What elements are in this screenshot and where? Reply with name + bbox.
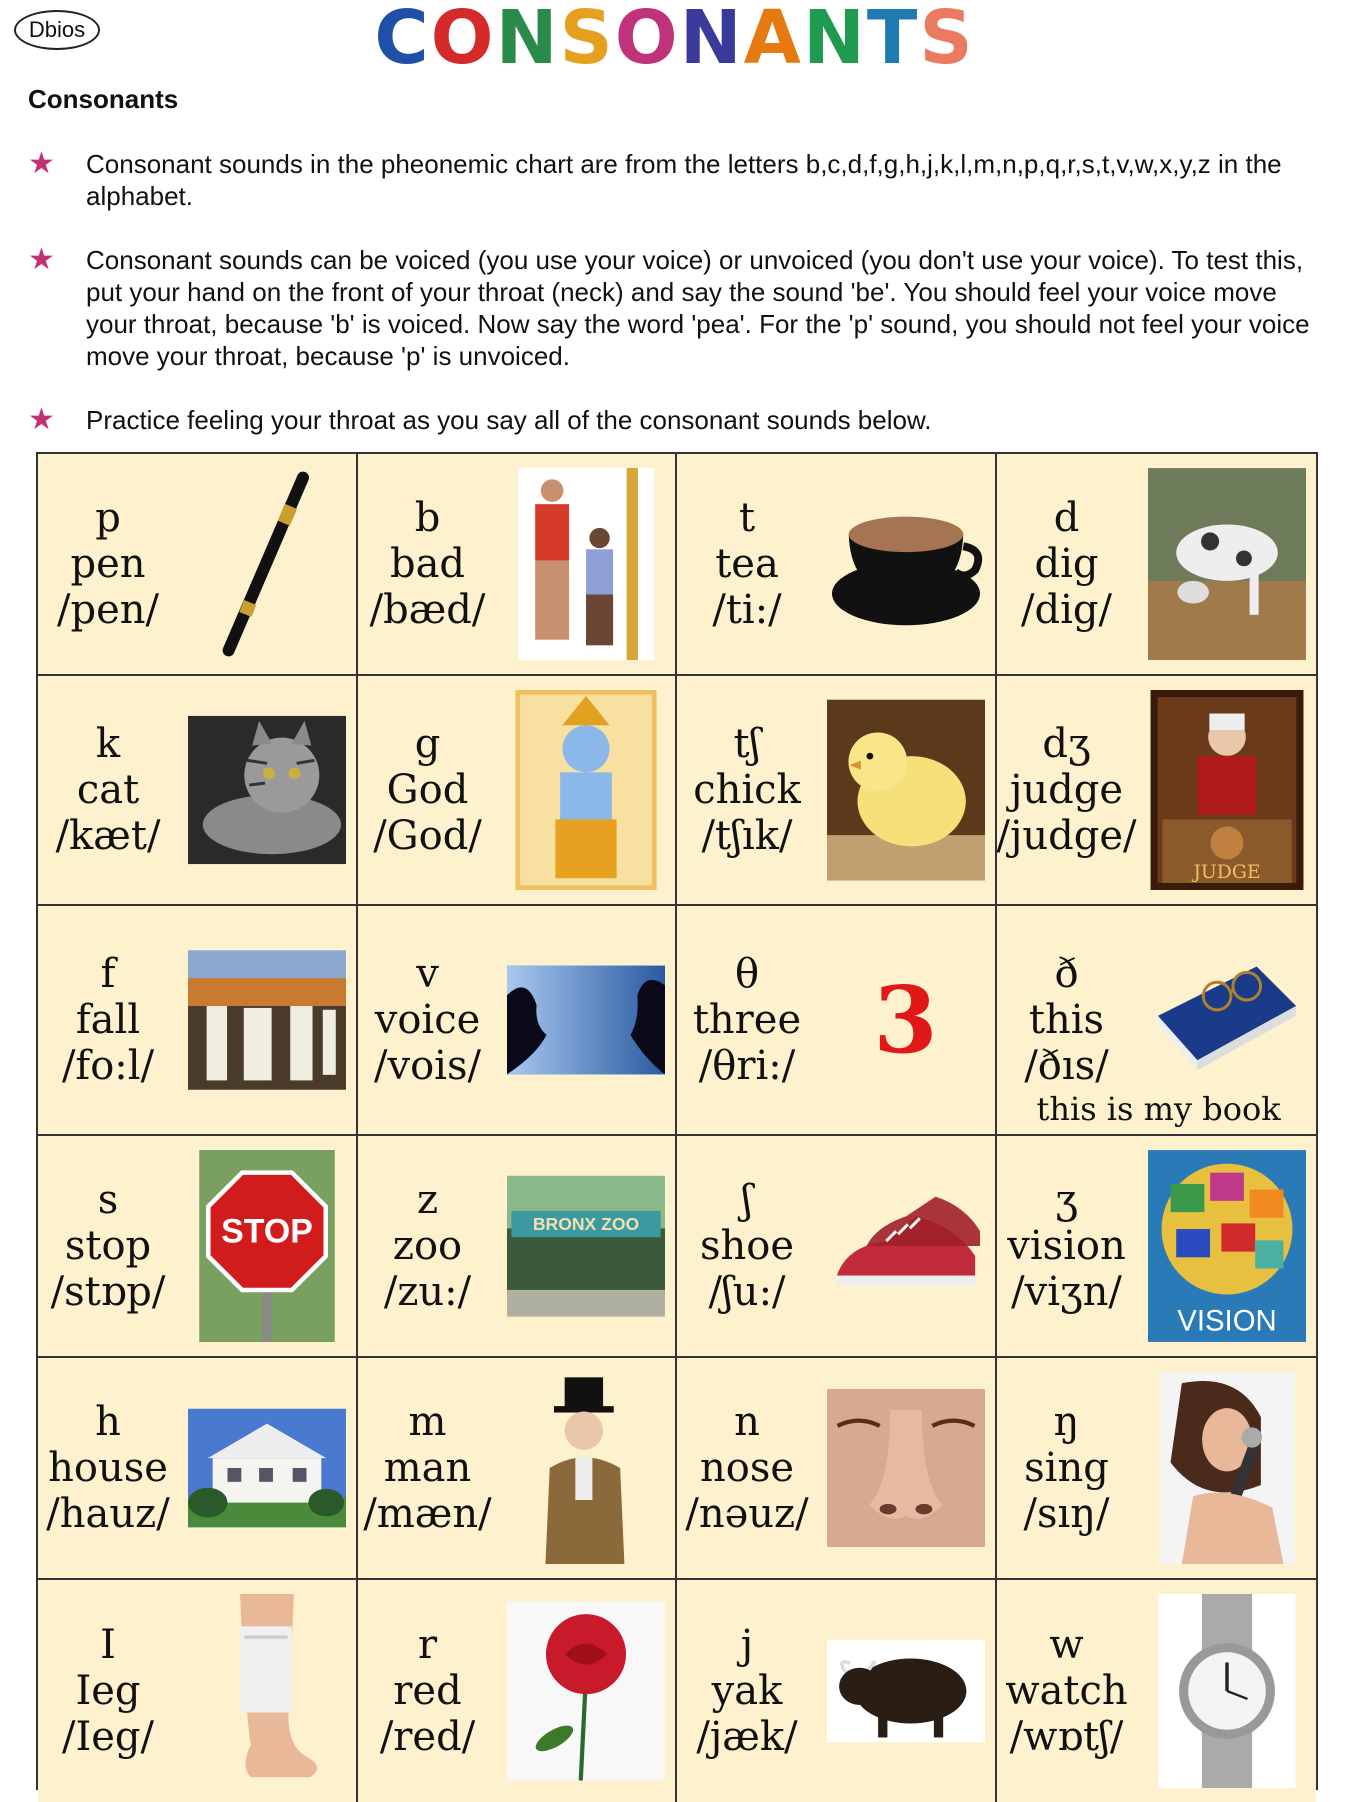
- consonant-symbol: g: [414, 721, 441, 767]
- consonant-word: bad: [389, 541, 466, 587]
- bullet-text: Practice feeling your throat as you say all of the consonant sounds below.: [86, 405, 932, 435]
- consonant-cell: [358, 906, 678, 1136]
- consonant-symbol: v: [416, 951, 439, 997]
- consonant-words: [997, 454, 1137, 674]
- consonant-words: [358, 1580, 498, 1802]
- consonant-ipa: /sıŋ/: [1023, 1491, 1110, 1537]
- wristwatch-icon: [1148, 1594, 1306, 1788]
- title-letter: S: [559, 0, 615, 81]
- page-title: [0, 0, 1349, 81]
- title-letter: S: [919, 0, 975, 81]
- consonant-symbol: n: [734, 1399, 760, 1445]
- title-letter: C: [374, 0, 431, 81]
- consonant-symbol: m: [408, 1399, 447, 1445]
- consonant-cell: [38, 1358, 358, 1580]
- consonant-words: [38, 906, 178, 1134]
- consonant-ipa: /ðıs/: [1024, 1043, 1109, 1089]
- consonant-words: [38, 1136, 178, 1356]
- consonant-symbol: I: [100, 1622, 116, 1668]
- consonant-cell: [358, 676, 678, 906]
- bullet-text: Consonant sounds can be voiced (you use your voice) or unvoiced (you don't use your voice). To test this, put your hand on the front of your throat (neck) and say the sound 'be'. You should feel your voice move your throat, because 'b' is voiced. Now say the word 'pea'. For the 'p' sound, you should not feel your voice move your throat, because 'p' is unvoiced.: [86, 245, 1310, 371]
- consonant-ipa: /ʃu:/: [708, 1269, 786, 1315]
- consonant-word: judge: [1009, 767, 1124, 813]
- bullet-item: [28, 404, 1318, 436]
- consonant-ipa: /judge/: [996, 813, 1137, 859]
- consonant-words: [677, 906, 817, 1134]
- consonant-symbol: ʃ: [741, 1177, 753, 1223]
- consonant-cell: [997, 1136, 1317, 1358]
- consonant-cell: [997, 906, 1317, 1136]
- nose-icon: [827, 1372, 985, 1564]
- consonant-word: chick: [693, 767, 801, 813]
- consonant-word: vision: [1007, 1223, 1126, 1269]
- consonant-word: zoo: [392, 1223, 463, 1269]
- consonant-ipa: /Ieg/: [61, 1714, 155, 1760]
- consonant-symbol: tʃ: [733, 721, 761, 767]
- consonant-words: [38, 1580, 178, 1802]
- consonant-words: [358, 1358, 498, 1578]
- consonant-symbol: z: [416, 1177, 439, 1223]
- title-letter: A: [743, 0, 803, 81]
- consonant-words: [677, 454, 817, 674]
- consonant-symbol: h: [95, 1399, 121, 1445]
- consonant-words: [677, 1136, 817, 1356]
- consonant-symbol: b: [414, 495, 441, 541]
- consonant-symbol: d: [1053, 495, 1080, 541]
- globe-collage-icon: [1148, 1150, 1306, 1342]
- consonant-symbol: f: [100, 951, 116, 997]
- star-icon: ★: [28, 147, 55, 180]
- consonant-symbol: k: [95, 721, 121, 767]
- man-in-top-hat-icon: [507, 1372, 665, 1564]
- consonant-words: [677, 1358, 817, 1578]
- pen-icon: [188, 468, 346, 660]
- consonant-cell: [677, 1358, 997, 1580]
- consonant-ipa: /fo:l/: [61, 1043, 155, 1089]
- title-letter: N: [679, 0, 744, 81]
- consonant-grid: [36, 452, 1318, 1790]
- consonant-symbol: r: [417, 1622, 438, 1668]
- consonant-symbol: j: [740, 1622, 754, 1668]
- star-icon: ★: [28, 243, 55, 276]
- consonant-symbol: p: [95, 495, 121, 541]
- consonant-ipa: /nəuz/: [685, 1491, 809, 1537]
- consonant-ipa: /mæn/: [363, 1491, 492, 1537]
- consonant-word: this: [1028, 997, 1105, 1043]
- consonant-words: [38, 454, 178, 674]
- svg-text:STOP: STOP: [220, 1212, 313, 1251]
- consonant-cell: [677, 906, 997, 1136]
- waterfall-icon: [188, 920, 346, 1120]
- consonant-ipa: /kæt/: [55, 813, 161, 859]
- rose-icon: [507, 1594, 665, 1788]
- teacup-icon: [827, 468, 985, 660]
- consonant-word: three: [692, 997, 802, 1043]
- consonant-word: shoe: [699, 1223, 795, 1269]
- consonant-word: sing: [1024, 1445, 1109, 1491]
- consonant-ipa: /red/: [379, 1714, 476, 1760]
- consonant-words: [997, 1358, 1137, 1578]
- consonant-cell: [677, 454, 997, 676]
- consonant-symbol: w: [1049, 1622, 1084, 1668]
- dog-digging-icon: [1148, 468, 1306, 660]
- consonant-cell: [38, 1580, 358, 1802]
- title-letter: T: [866, 0, 920, 81]
- consonant-words: [677, 676, 817, 904]
- bullet-text: Consonant sounds in the pheonemic chart are from the letters b,c,d,f,g,h,j,k,l,m,n,p,q,r,s,t,v,w,x,y,z in the alphabet.: [86, 149, 1282, 211]
- title-letter: O: [430, 0, 496, 81]
- consonant-word: voice: [374, 997, 481, 1043]
- title-letter: N: [802, 0, 867, 81]
- consonant-ipa: /dig/: [1021, 587, 1112, 633]
- consonant-words: [358, 906, 498, 1134]
- consonant-word: Ieg: [75, 1668, 141, 1714]
- book-with-glasses-icon: [1148, 920, 1306, 1082]
- consonant-word: cat: [76, 767, 140, 813]
- consonant-ipa: /ti:/: [712, 587, 782, 633]
- number-three-icon: [827, 920, 985, 1120]
- svg-text:JUDGE: JUDGE: [1193, 862, 1261, 884]
- consonant-cell: [358, 454, 678, 676]
- consonant-words: [358, 1136, 498, 1356]
- cat-icon: [188, 690, 346, 890]
- consonant-words: [38, 676, 178, 904]
- leg-icon: [188, 1594, 346, 1788]
- consonant-words: [358, 454, 498, 674]
- consonant-word: red: [393, 1668, 462, 1714]
- title-letter: N: [495, 0, 560, 81]
- consonant-words: [677, 1580, 817, 1802]
- consonant-ipa: /stɒp/: [50, 1269, 166, 1315]
- consonant-cell: [358, 1358, 678, 1580]
- consonant-words: [997, 1580, 1137, 1802]
- consonant-cell: [677, 1136, 997, 1358]
- consonant-symbol: ð: [1054, 951, 1079, 997]
- consonant-word: house: [48, 1445, 168, 1491]
- consonant-ipa: /hauz/: [46, 1491, 170, 1537]
- logo-text: Dbios: [28, 17, 86, 42]
- consonant-ipa: /vois/: [374, 1043, 481, 1089]
- consonant-ipa: /θri:/: [698, 1043, 796, 1089]
- consonant-cell: [358, 1136, 678, 1358]
- consonant-cell: [997, 676, 1317, 906]
- svg-text:BRONX ZOO: BRONX ZOO: [532, 1214, 640, 1235]
- consonant-ipa: /God/: [373, 813, 482, 859]
- singer-icon: [1148, 1372, 1306, 1564]
- consonant-symbol: θ: [734, 951, 760, 997]
- consonant-words: [358, 676, 498, 904]
- consonant-symbol: dʒ: [1042, 721, 1091, 767]
- consonant-word: man: [383, 1445, 472, 1491]
- basketball-players-icon: [507, 468, 665, 660]
- consonant-cell: [997, 1358, 1317, 1580]
- house-icon: [188, 1372, 346, 1564]
- big-number: 3: [873, 966, 938, 1074]
- svg-text:VISION: VISION: [1177, 1304, 1277, 1338]
- consonant-cell: [38, 676, 358, 906]
- bullet-item: [28, 244, 1318, 372]
- two-people-talking-icon: [507, 920, 665, 1120]
- consonant-cell: [677, 676, 997, 906]
- god-icon: [507, 690, 665, 890]
- consonant-ipa: /bæd/: [369, 587, 486, 633]
- consonant-cell: [677, 1580, 997, 1802]
- chick-icon: [827, 690, 985, 890]
- consonant-word: yak: [711, 1668, 783, 1714]
- consonant-word: fall: [75, 997, 141, 1043]
- sneakers-icon: [827, 1150, 985, 1342]
- consonant-ipa: /jæk/: [696, 1714, 798, 1760]
- consonant-word: tea: [715, 541, 779, 587]
- consonant-words: [997, 676, 1137, 904]
- consonant-words: [997, 1136, 1137, 1356]
- consonant-symbol: s: [97, 1177, 119, 1223]
- bullet-item: [28, 148, 1318, 212]
- stop-sign-icon: [188, 1150, 346, 1342]
- title-letter: O: [614, 0, 680, 81]
- consonant-cell: [38, 454, 358, 676]
- consonant-symbol: ŋ: [1053, 1399, 1080, 1445]
- consonant-word: pen: [70, 541, 146, 587]
- consonant-ipa: /wɒtʃ/: [1009, 1714, 1124, 1760]
- consonant-ipa: /viʒn/: [1011, 1269, 1122, 1315]
- consonant-cell: [997, 1580, 1317, 1802]
- consonant-word: God: [386, 767, 469, 813]
- consonant-symbol: ʒ: [1055, 1177, 1078, 1223]
- consonant-words: [38, 1358, 178, 1578]
- consonant-word: dig: [1034, 541, 1099, 587]
- consonant-cell: [358, 1580, 678, 1802]
- consonant-word: stop: [64, 1223, 152, 1269]
- judge-icon: [1148, 690, 1306, 890]
- consonant-symbol: t: [738, 495, 756, 541]
- yak-icon: [827, 1594, 985, 1788]
- cell-caption: this is my book: [1036, 1090, 1281, 1128]
- consonant-cell: [38, 906, 358, 1136]
- zoo-gate-icon: [507, 1150, 665, 1342]
- consonant-ipa: /tʃık/: [701, 813, 793, 859]
- consonant-cell: [38, 1136, 358, 1358]
- consonant-cell: [997, 454, 1317, 676]
- consonant-word: watch: [1005, 1668, 1128, 1714]
- consonant-word: nose: [699, 1445, 795, 1491]
- section-heading: Consonants: [28, 84, 179, 114]
- consonant-ipa: /pen/: [57, 587, 159, 633]
- star-icon: ★: [28, 403, 55, 436]
- consonant-ipa: /zu:/: [383, 1269, 472, 1315]
